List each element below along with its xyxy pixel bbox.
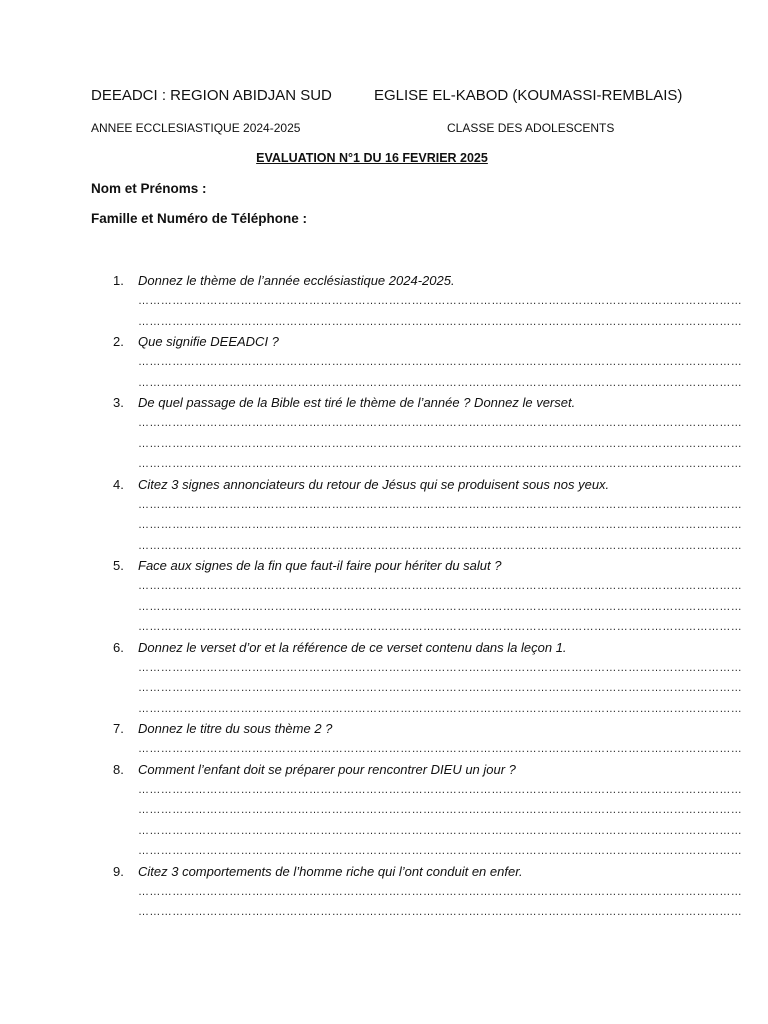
question-item — [113, 556, 743, 638]
answer-line[interactable]: …………………………………………………………………………………………………………………………………………… — [138, 498, 743, 511]
question-item — [113, 760, 743, 862]
question-text: Citez 3 comportements de l’homme riche qui l’ont conduit en enfer. — [138, 863, 523, 879]
answer-line[interactable]: …………………………………………………………………………………………………………………………………………… — [138, 885, 743, 898]
header-year: ANNEE ECCLESIASTIQUE 2024-2025 — [91, 121, 301, 135]
question-number: 7. — [113, 721, 124, 736]
answer-line[interactable]: …………………………………………………………………………………………………………………………………………… — [138, 845, 743, 857]
question-item — [113, 332, 743, 393]
answer-line[interactable]: …………………………………………………………………………………………………………………………………………… — [138, 539, 743, 552]
answer-line[interactable]: …………………………………………………………………………………………………………………………………………… — [138, 621, 743, 633]
answer-line[interactable]: …………………………………………………………………………………………………………………………………………… — [138, 600, 743, 613]
question-number: 9. — [113, 863, 124, 879]
header-class: CLASSE DES ADOLESCENTS — [447, 121, 615, 135]
answer-line[interactable]: …………………………………………………………………………………………………………………………………………… — [138, 376, 743, 389]
question-text: Donnez le thème de l’année ecclésiastique 2024-2025. — [138, 273, 455, 288]
question-text: Citez 3 signes annonciateurs du retour de Jésus qui se produisent sous nos yeux. — [138, 476, 610, 492]
answer-line[interactable]: …………………………………………………………………………………………………………………………………………… — [138, 824, 743, 837]
answer-line[interactable]: …………………………………………………………………………………………………………………………………………… — [138, 356, 743, 368]
header-church: EGLISE EL-KABOD (KOUMASSI-REMBLAIS) — [374, 87, 683, 104]
header-top-row — [91, 87, 691, 104]
answer-line[interactable]: …………………………………………………………………………………………………………………………………………… — [138, 682, 743, 694]
header-org: DEEADCI : REGION ABIDJAN SUD — [91, 87, 332, 104]
question-list — [113, 271, 743, 923]
answer-line[interactable]: …………………………………………………………………………………………………………………………………………… — [138, 315, 743, 328]
question-text: Comment l’enfant doit se préparer pour rencontrer DIEU un jour ? — [138, 761, 516, 777]
answer-line[interactable]: …………………………………………………………………………………………………………………………………………… — [138, 661, 743, 674]
question-item — [113, 393, 743, 475]
answer-line[interactable]: …………………………………………………………………………………………………………………………………………… — [138, 437, 743, 450]
family-phone-field-label: Famille et Numéro de Téléphone : — [91, 211, 308, 226]
answer-line[interactable]: …………………………………………………………………………………………………………………………………………… — [138, 417, 743, 429]
question-number: 4. — [113, 476, 124, 492]
evaluation-title: EVALUATION N°1 DU 16 FEVRIER 2025 — [256, 151, 488, 165]
question-text: Que signifie DEEADCI ? — [138, 334, 279, 349]
question-item — [113, 719, 743, 760]
question-item — [113, 862, 743, 923]
answer-line[interactable]: …………………………………………………………………………………………………………………………………………… — [138, 743, 743, 755]
answer-line[interactable]: …………………………………………………………………………………………………………………………………………… — [138, 804, 743, 816]
answer-line[interactable]: …………………………………………………………………………………………………………………………………………… — [138, 295, 743, 307]
question-text: Donnez le verset d’or et la référence de ce verset contenu dans la leçon 1. — [138, 639, 567, 655]
answer-line[interactable]: …………………………………………………………………………………………………………………………………………… — [138, 458, 743, 470]
answer-line[interactable]: …………………………………………………………………………………………………………………………………………… — [138, 702, 743, 715]
answer-line[interactable]: …………………………………………………………………………………………………………………………………………… — [138, 580, 743, 592]
question-number: 2. — [113, 334, 124, 349]
answer-line[interactable]: …………………………………………………………………………………………………………………………………………… — [138, 519, 743, 531]
question-text: Donnez le titre du sous thème 2 ? — [138, 721, 333, 736]
question-number: 5. — [113, 558, 124, 573]
answer-line[interactable]: …………………………………………………………………………………………………………………………………………… — [138, 906, 743, 918]
question-number: 1. — [113, 273, 124, 288]
question-item — [113, 638, 743, 720]
header-second-row — [91, 121, 691, 135]
question-item — [113, 271, 743, 332]
question-text: De quel passage de la Bible est tiré le thème de l’année ? Donnez le verset. — [138, 395, 576, 410]
question-item — [113, 475, 743, 557]
question-text: Face aux signes de la fin que faut-il faire pour hériter du salut ? — [138, 558, 502, 573]
answer-line[interactable]: …………………………………………………………………………………………………………………………………………… — [138, 783, 743, 796]
question-number: 3. — [113, 395, 124, 410]
name-field-label: Nom et Prénoms : — [91, 181, 207, 196]
question-number: 8. — [113, 761, 124, 777]
question-number: 6. — [113, 639, 124, 655]
